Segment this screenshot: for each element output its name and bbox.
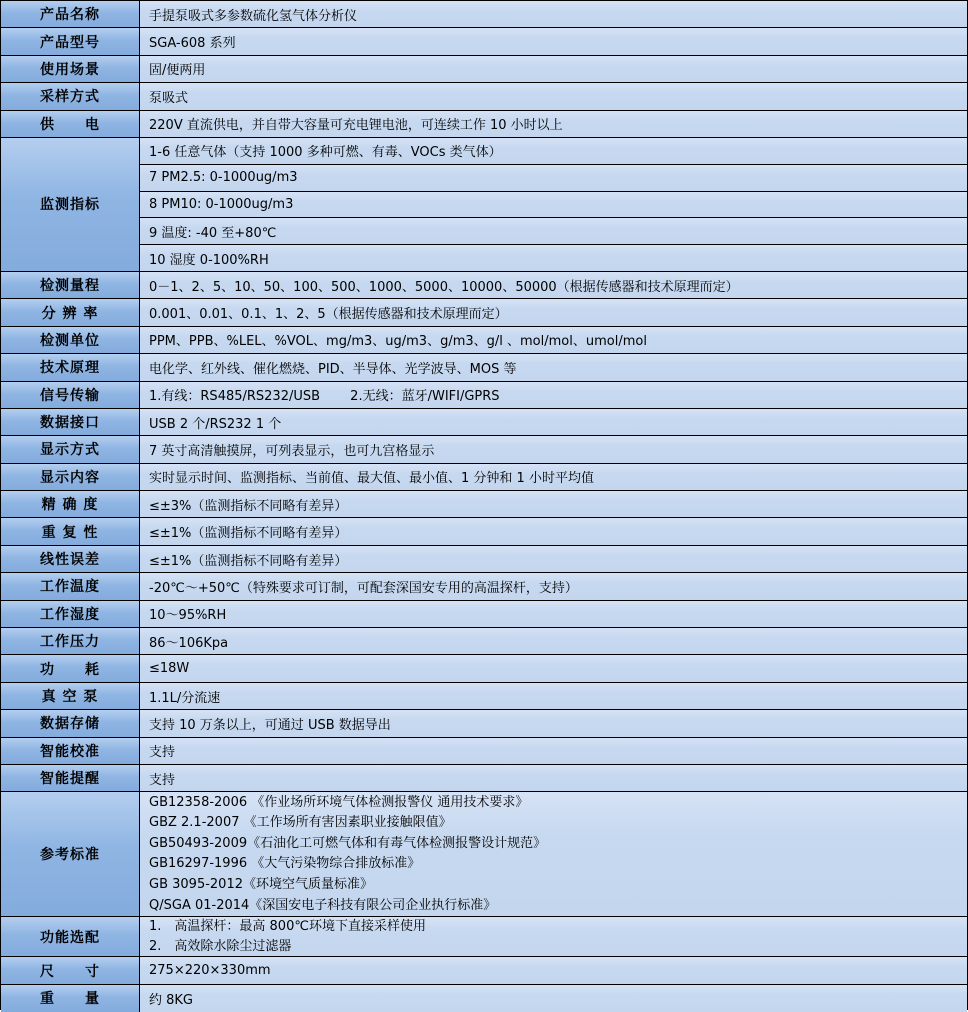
spec-row bbox=[1, 382, 967, 409]
spec-row bbox=[1, 518, 967, 545]
row-value: ≤±1%（监测指标不同略有差异） bbox=[140, 518, 967, 544]
row-label: 产品名称 bbox=[1, 1, 140, 27]
spec-row bbox=[1, 409, 967, 436]
sub-row-value: 8 PM10: 0-1000ug/m3 bbox=[140, 192, 967, 219]
row-label: 检测量程 bbox=[1, 272, 140, 298]
row-value: 手提泵吸式多参数硫化氢气体分析仪 bbox=[140, 1, 967, 27]
row-value: 固/便两用 bbox=[140, 56, 967, 82]
row-label: 显示内容 bbox=[1, 464, 140, 490]
spec-row bbox=[1, 917, 967, 957]
spec-row bbox=[1, 464, 967, 491]
row-value: 支持 bbox=[140, 765, 967, 791]
row-value: 实时显示时间、监测指标、当前值、最大值、最小值、1 分钟和 1 小时平均值 bbox=[140, 464, 967, 490]
row-value: 泵吸式 bbox=[140, 83, 967, 109]
row-value: 1.有线：RS485/RS232/USB 2.无线：蓝牙/WIFI/GPRS bbox=[140, 382, 967, 408]
row-label: 重 量 bbox=[1, 985, 140, 1012]
spec-row bbox=[1, 327, 967, 354]
row-value: ≤18W bbox=[140, 655, 967, 681]
row-label: 精 确 度 bbox=[1, 491, 140, 517]
spec-row bbox=[1, 710, 967, 737]
row-label: 工作湿度 bbox=[1, 601, 140, 627]
spec-row bbox=[1, 985, 967, 1012]
row-value: 1.1L/分流速 bbox=[140, 683, 967, 709]
value-line: GB50493-2009《石油化工可燃气体和有毒气体检测报警设计规范》 bbox=[149, 835, 547, 851]
spec-row bbox=[1, 354, 967, 381]
spec-row bbox=[1, 628, 967, 655]
spec-row bbox=[1, 299, 967, 326]
row-value: 86～106Kpa bbox=[140, 628, 967, 654]
row-multiline-value bbox=[140, 792, 967, 916]
row-label: 功能选配 bbox=[1, 917, 140, 956]
row-value: ≤±3%（监测指标不同略有差异） bbox=[140, 491, 967, 517]
row-value: SGA-608 系列 bbox=[140, 28, 967, 54]
spec-row bbox=[1, 546, 967, 573]
row-label: 智能提醒 bbox=[1, 765, 140, 791]
spec-row bbox=[1, 83, 967, 110]
row-label: 数据接口 bbox=[1, 409, 140, 435]
spec-row bbox=[1, 957, 967, 984]
row-value: ≤±1%（监测指标不同略有差异） bbox=[140, 546, 967, 572]
row-label: 技术原理 bbox=[1, 354, 140, 380]
spec-row bbox=[1, 792, 967, 917]
row-label: 尺 寸 bbox=[1, 957, 140, 983]
row-value: USB 2 个/RS232 1 个 bbox=[140, 409, 967, 435]
row-label: 采样方式 bbox=[1, 83, 140, 109]
row-label: 信号传输 bbox=[1, 382, 140, 408]
row-label: 使用场景 bbox=[1, 56, 140, 82]
spec-row bbox=[1, 28, 967, 55]
sub-row-value: 9 温度: -40 至+80℃ bbox=[140, 218, 967, 245]
row-value: PPM、PPB、%LEL、%VOL、mg/m3、ug/m3、g/m3、g/l 、mol/mol、umol/mol bbox=[140, 327, 967, 353]
spec-row bbox=[1, 56, 967, 83]
row-value: 约 8KG bbox=[140, 985, 967, 1012]
row-value: 支持 10 万条以上，可通过 USB 数据导出 bbox=[140, 710, 967, 736]
row-value: 220V 直流供电，并自带大容量可充电锂电池，可连续工作 10 小时以上 bbox=[140, 111, 967, 137]
row-label: 功 耗 bbox=[1, 655, 140, 681]
sub-row-value: 10 湿度 0-100%RH bbox=[140, 245, 967, 271]
row-label: 检测单位 bbox=[1, 327, 140, 353]
row-label: 监测指标 bbox=[1, 138, 140, 271]
row-label: 线性误差 bbox=[1, 546, 140, 572]
spec-row bbox=[1, 655, 967, 682]
row-value: 0.001、0.01、0.1、1、2、5（根据传感器和技术原理而定） bbox=[140, 299, 967, 325]
spec-row bbox=[1, 272, 967, 299]
row-label: 重 复 性 bbox=[1, 518, 140, 544]
value-line: GB 3095-2012《环境空气质量标准》 bbox=[149, 876, 373, 892]
row-value: 10～95%RH bbox=[140, 601, 967, 627]
value-line: Q/SGA 01-2014《深国安电子科技有限公司企业执行标准》 bbox=[149, 897, 497, 913]
sub-row-value: 7 PM2.5: 0-1000ug/m3 bbox=[140, 165, 967, 192]
value-line: 2. 高效除水除尘过滤器 bbox=[149, 938, 292, 954]
spec-row bbox=[1, 738, 967, 765]
spec-row bbox=[1, 436, 967, 463]
row-label: 供 电 bbox=[1, 111, 140, 137]
sub-row-value: 1-6 任意气体（支持 1000 多种可燃、有毒、VOCs 类气体） bbox=[140, 138, 967, 165]
spec-row bbox=[1, 573, 967, 600]
row-label: 工作温度 bbox=[1, 573, 140, 599]
value-line: GBZ 2.1-2007 《工作场所有害因素职业接触限值》 bbox=[149, 815, 452, 831]
spec-row bbox=[1, 765, 967, 792]
spec-row bbox=[1, 111, 967, 138]
row-label: 工作压力 bbox=[1, 628, 140, 654]
row-value: -20℃～+50℃（特殊要求可订制，可配套深国安专用的高温探杆，支持） bbox=[140, 573, 967, 599]
row-value: 275×220×330mm bbox=[140, 957, 967, 983]
row-value: 0－1、2、5、10、50、100、500、1000、5000、10000、50000（根据传感器和技术原理而定） bbox=[140, 272, 967, 298]
spec-row bbox=[1, 601, 967, 628]
spec-row bbox=[1, 1, 967, 28]
row-label: 真 空 泵 bbox=[1, 683, 140, 709]
row-value: 电化学、红外线、催化燃烧、PID、半导体、光学波导、MOS 等 bbox=[140, 354, 967, 380]
value-line: GB16297-1996 《大气污染物综合排放标准》 bbox=[149, 856, 421, 872]
value-line: 1. 高温探杆：最高 800℃环境下直接采样使用 bbox=[149, 919, 426, 935]
row-subvalues bbox=[140, 138, 967, 271]
row-label: 智能校准 bbox=[1, 738, 140, 764]
row-label: 显示方式 bbox=[1, 436, 140, 462]
spec-row bbox=[1, 138, 967, 272]
row-label: 数据存储 bbox=[1, 710, 140, 736]
value-line: GB12358-2006 《作业场所环境气体检测报警仪 通用技术要求》 bbox=[149, 794, 529, 810]
row-label: 产品型号 bbox=[1, 28, 140, 54]
spec-row bbox=[1, 683, 967, 710]
row-label: 分 辨 率 bbox=[1, 299, 140, 325]
row-label: 参考标准 bbox=[1, 792, 140, 916]
row-multiline-value bbox=[140, 917, 967, 956]
row-value: 支持 bbox=[140, 738, 967, 764]
spec-row bbox=[1, 491, 967, 518]
row-value: 7 英寸高清触摸屏，可列表显示，也可九宫格显示 bbox=[140, 436, 967, 462]
